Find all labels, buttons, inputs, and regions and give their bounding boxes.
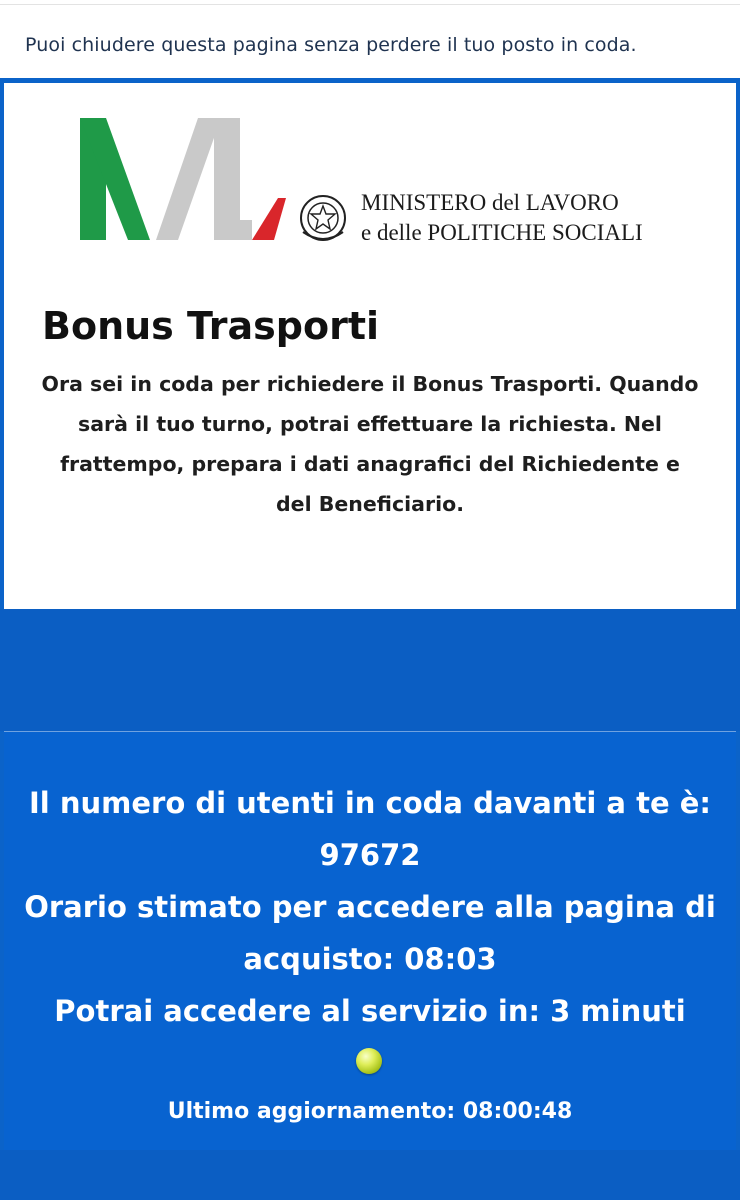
- green-light-indicator-icon: [356, 1048, 382, 1074]
- logo-line2: e delle POLITICHE SOCIALI: [361, 220, 643, 245]
- queue-notice: Puoi chiudere questa pagina senza perdere il tuo posto in coda.: [25, 34, 637, 56]
- queue-intro-text: Ora sei in coda per richiedere il Bonus Trasporti. Quando sarà il tuo turno, potrai effettuare la richiesta. Nel frattempo, prepara i dati anagrafici del Richiedente e del Beneficiario.: [41, 372, 699, 516]
- italian-emblem-icon: [301, 196, 345, 240]
- logo-line1: MINISTERO del LAVORO: [361, 190, 619, 215]
- users-ahead-label: Il numero di utenti in coda davanti a te è:: [29, 786, 711, 820]
- logo-m-grey-icon: [156, 118, 221, 240]
- users-ahead-value: 97672: [319, 838, 421, 872]
- estimated-time-line2: acquisto: 08:03: [243, 942, 497, 976]
- blue-band: [0, 609, 740, 731]
- estimated-time-line1: Orario stimato per accedere alla pagina di: [24, 890, 716, 924]
- page-title: Bonus Trasporti: [42, 304, 380, 348]
- bottom-band: [0, 1150, 740, 1200]
- top-strip: [0, 0, 740, 5]
- wait-time-text: Potrai accedere al servizio in: 3 minuti: [54, 994, 686, 1028]
- last-update-text: Ultimo aggiornamento: 08:00:48: [167, 1099, 573, 1124]
- logo-red-wedge-icon: [252, 198, 286, 240]
- ministry-logo: [78, 116, 678, 246]
